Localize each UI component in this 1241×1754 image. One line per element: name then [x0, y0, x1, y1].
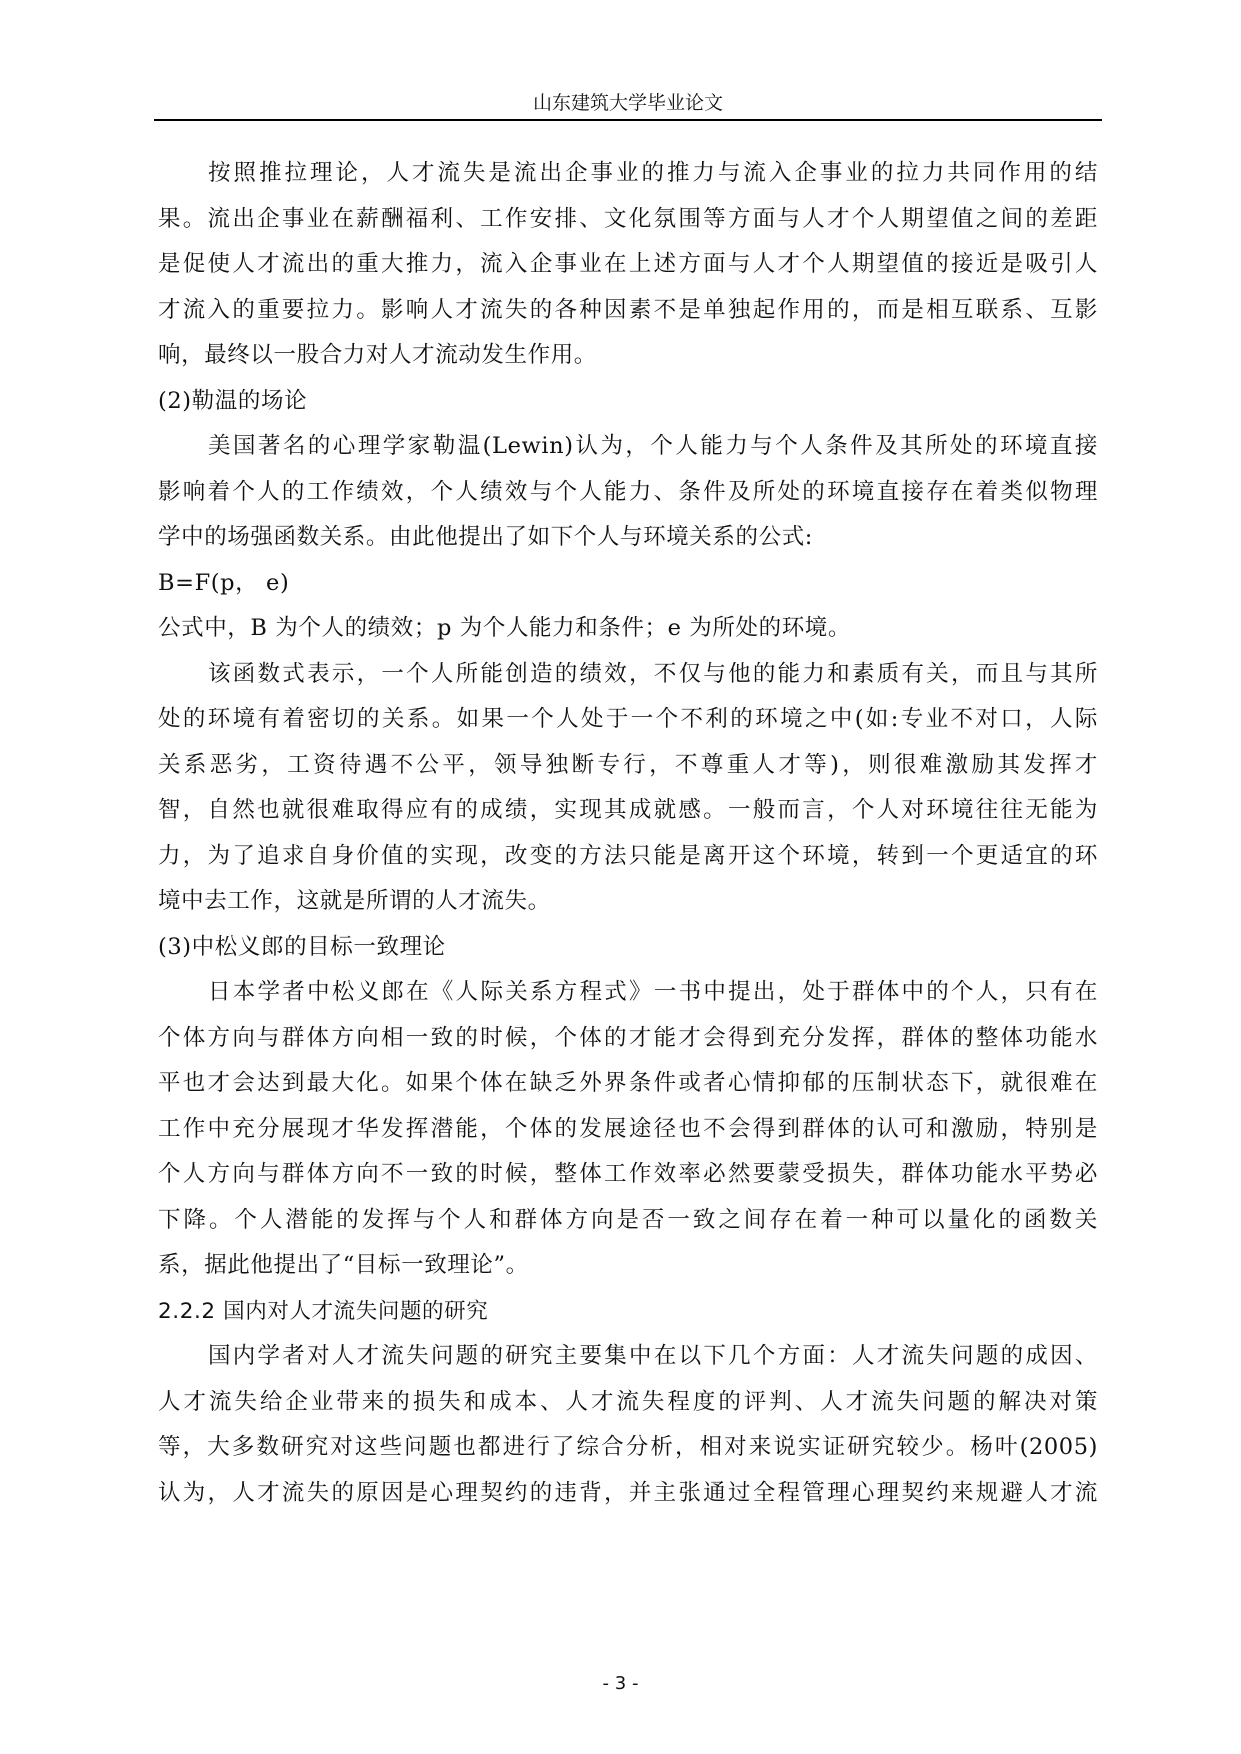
body-text	[158, 151, 1098, 1516]
body-line: 影响着个人的工作绩效，个人绩效与个人能力、条件及所处的环境直接存在着类似物理	[158, 478, 1098, 505]
formula: B=F(p， e)	[158, 569, 290, 596]
body-line: 力，为了追求自身价值的实现，改变的方法只能是离开这个环境，转到一个更适宜的环	[158, 842, 1098, 869]
body-line: 等，大多数研究对这些问题也都进行了综合分析，相对来说实证研究较少。杨叶(2005)	[158, 1434, 1098, 1460]
body-line: 关系恶劣，工资待遇不公平，领导独断专行，不尊重人才等)，则很难激励其发挥才	[158, 751, 1098, 778]
body-line: 境中去工作，这就是所谓的人才流失。	[158, 888, 551, 914]
body-line: 个体方向与群体方向相一致的时候，个体的才能才会得到充分发挥，群体的整体功能水	[158, 1024, 1098, 1051]
body-line: 果。流出企事业在薪酬福利、工作安排、文化氛围等方面与人才个人期望值之间的差距	[158, 205, 1098, 232]
body-line: 处的环境有着密切的关系。如果一个人处于一个不利的环境之中(如:专业不对口，人际	[158, 706, 1098, 732]
body-line: 国内学者对人才流失问题的研究主要集中在以下几个方面：人才流失问题的成因、	[208, 1343, 1098, 1369]
section-heading-2-2-2: 2.2.2 国内对人才流失问题的研究	[158, 1298, 489, 1324]
page-number: - 3 -	[602, 1673, 639, 1694]
body-line: 平也才会达到最大化。如果个体在缺乏外界条件或者心情抑郁的压制状态下，就很难在	[158, 1070, 1098, 1096]
body-line: 该函数式表示，一个人所能创造的绩效，不仅与他的能力和素质有关，而且与其所	[208, 660, 1098, 687]
body-line: 认为，人才流失的原因是心理契约的违背，并主张通过全程管理心理契约来规避人才流	[158, 1479, 1098, 1506]
body-line: 智，自然也就很难取得应有的成绩，实现其成就感。一般而言，个人对环境往往无能为	[158, 797, 1098, 823]
formula-explanation: 公式中，B 为个人的绩效；p 为个人能力和条件；e 为所处的环境。	[158, 615, 852, 641]
subheading-lewin-field-theory: (2)勒温的场论	[158, 387, 308, 414]
body-line: 个人方向与群体方向不一致的时候，整体工作效率必然要蒙受损失，群体功能水平势必	[158, 1161, 1098, 1187]
body-line: 才流入的重要拉力。影响人才流失的各种因素不是单独起作用的，而是相互联系、互影	[158, 296, 1098, 323]
subheading-goal-consistency-theory: (3)中松义郎的目标一致理论	[158, 933, 446, 960]
body-line: 响，最终以一股合力对人才流动发生作用。	[158, 342, 597, 368]
body-line: 下降。个人潜能的发挥与个人和群体方向是否一致之间存在着一种可以量化的函数关	[158, 1206, 1098, 1233]
body-line: 系，据此他提出了“目标一致理论”。	[158, 1252, 529, 1278]
body-line: 美国著名的心理学家勒温(Lewin)认为，个人能力与个人条件及其所处的环境直接	[208, 433, 1098, 459]
header-rule	[154, 119, 1102, 121]
body-line: 学中的场强函数关系。由此他提出了如下个人与环境关系的公式:	[158, 524, 813, 550]
body-line: 是促使人才流出的重大推力，流入企事业在上述方面与人才个人期望值的接近是吸引人	[158, 251, 1098, 277]
body-line: 人才流失给企业带来的损失和成本、人才流失程度的评判、人才流失问题的解决对策	[158, 1388, 1098, 1415]
body-line: 工作中充分展现才华发挥潜能，个体的发展途径也不会得到群体的认可和激励，特别是	[158, 1115, 1098, 1142]
running-header: 山东建筑大学毕业论文	[532, 92, 723, 114]
body-line: 按照推拉理论，人才流失是流出企事业的推力与流入企事业的拉力共同作用的结	[208, 160, 1098, 186]
body-line: 日本学者中松义郎在《人际关系方程式》一书中提出，处于群体中的个人，只有在	[208, 979, 1098, 1005]
